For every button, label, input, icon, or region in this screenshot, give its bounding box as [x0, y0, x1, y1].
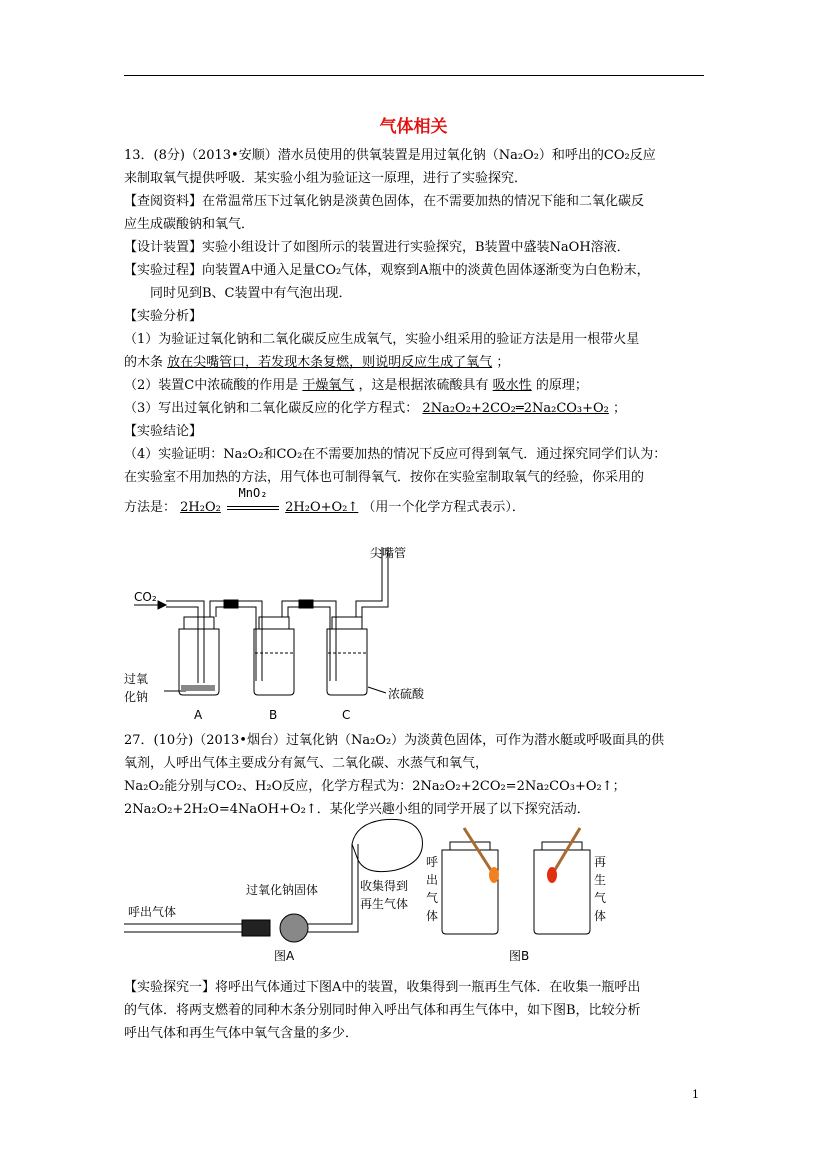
right-label-2: 生 [594, 873, 607, 887]
q13-line-2: 来制取氧气提供呼吸．某实验小组为验证这一原理，进行了实验探究． [124, 171, 528, 186]
apparatus-figure-1 [124, 535, 444, 725]
q13-text: 的原理； [535, 378, 588, 393]
q13-answer-5b: 2H₂O+O₂↑ [285, 500, 359, 515]
page-title: 气体相关 [379, 117, 448, 137]
co2-label: CO₂ [134, 590, 157, 604]
catalyst-label: MnO₂ [238, 486, 268, 500]
q13-line-11 [124, 374, 709, 397]
solid-label: 过氧化钠固体 [246, 883, 319, 897]
q13-text: ； [496, 355, 510, 370]
collect-label-2: 再生气体 [360, 897, 409, 911]
q13-text: （2）装置C中浓硫酸的作用是 [124, 378, 299, 393]
explore-line-2: 的气体．将两支燃着的同种木条分别同时伸入呼出气体和再生气体中，如下图B，比较分析 [124, 1003, 641, 1018]
bottle-b-label: B [269, 708, 278, 722]
q13-line-10 [124, 351, 709, 374]
apparatus-figure-2 [124, 820, 607, 968]
q13-line-8: 【实验分析】 [124, 309, 203, 324]
q13-line-16 [124, 486, 709, 519]
left-label-2: 出 [426, 873, 439, 887]
left-label-3: 气 [426, 891, 439, 905]
na2o2-label-2: 化钠 [124, 690, 149, 704]
q13-line-3: 【查阅资料】在常温常压下过氧化钠是淡黄色固体，在不需要加热的情况下能和二氧化碳反 [124, 194, 645, 209]
nozzle-label: 尖嘴管 [370, 546, 407, 560]
left-label-4: 体 [426, 909, 439, 923]
q13-text: （3）写出过氧化钠和二氧化碳反应的化学方程式： [124, 401, 419, 416]
na2o2-label-1: 过氧 [124, 672, 149, 686]
q13-line-7: 同时见到B、C装置中有气泡出现． [150, 286, 352, 301]
q13-line-9: （1）为验证过氧化钠和二氧化碳反应生成氧气，实验小组采用的验证方法是用一根带火星 [124, 332, 640, 347]
figure-b-caption: 图B [509, 949, 530, 963]
right-label-3: 气 [594, 891, 607, 905]
q13-text: ，这是根据浓硫酸具有 [358, 378, 489, 393]
q13-line-12 [124, 397, 709, 420]
q13-text: （用一个化学方程式表示）． [362, 500, 525, 515]
acid-label: 浓硫酸 [388, 687, 425, 701]
q13-line-4: 应生成碳酸钠和氧气． [124, 217, 255, 232]
q13-line-13: 【实验结论】 [124, 424, 203, 439]
right-label-1: 再 [594, 855, 607, 869]
q13-text: 方法是： [124, 500, 177, 515]
left-label-1: 呼 [426, 855, 439, 869]
exhale-label: 呼出气体 [128, 905, 177, 919]
collect-label-1: 收集得到 [360, 879, 409, 893]
q13-answer-5a: 2H₂O₂ [180, 500, 221, 515]
right-label-4: 体 [594, 909, 607, 923]
q13-line-5: 【设计装置】实验小组设计了如图所示的装置进行实验探究，B装置中盛装NaOH溶液． [124, 240, 630, 255]
header-rule [124, 75, 704, 76]
q13-line-14: （4）实验证明：Na₂O₂和CO₂在不需要加热的情况下反应可得到氧气．通过探究同学们认为： [124, 447, 667, 462]
q13-line-6: 【实验过程】向装置A中通入足量CO₂气体，观察到A瓶中的淡黄色固体逐渐变为白色粉末， [124, 263, 650, 278]
q27-line-2: 氧剂，人呼出气体主要成分有氮气、二氧化碳、水蒸气和氧气， [124, 756, 489, 771]
q27-line-1: 27．(10分)（2013•烟台）过氧化钠（Na₂O₂）为淡黄色固体，可作为潜水艇或呼吸面具的供 [124, 733, 665, 748]
q13-answer-2: 干燥氧气 [302, 378, 355, 393]
q13-answer-4: 2Na₂O₂+2CO₂═2Na₂CO₃+O₂ [422, 401, 609, 416]
figure-a-caption: 图A [274, 949, 295, 963]
q13-line-1: 13．(8分)（2013•安顺）潜水员使用的供氧装置是用过氧化钠（Na₂O₂）和呼出的CO₂反应 [124, 148, 656, 163]
q13-answer-1: 放在尖嘴管口，若发现木条复燃，则说明反应生成了氧气 [167, 355, 493, 370]
q27-line-4: 2Na₂O₂+2H₂O=4NaOH+O₂↑．某化学兴趣小组的同学开展了以下探究活动． [124, 802, 590, 817]
page-number: 1 [692, 1088, 699, 1101]
bottle-c-label: C [342, 708, 351, 722]
bottle-a-label: A [194, 708, 203, 722]
q13-text: 的木条 [124, 355, 164, 370]
q27-line-3: Na₂O₂能分别与CO₂、H₂O反应，化学方程式为：2Na₂O₂+2CO₂=2Na₂CO₃+O₂↑； [124, 779, 626, 794]
explore-line-3: 呼出气体和再生气体中氧气含量的多少． [124, 1026, 359, 1041]
explore-line-1: 【实验探究一】将呼出气体通过下图A中的装置，收集得到一瓶再生气体．在收集一瓶呼出 [124, 980, 641, 995]
q13-answer-3: 吸水性 [492, 378, 532, 393]
q13-text: ； [613, 401, 627, 416]
q13-line-15: 在实验室不用加热的方法，用气体也可制得氧气．按你在实验室制取氧气的经验，你采用的 [124, 470, 645, 485]
